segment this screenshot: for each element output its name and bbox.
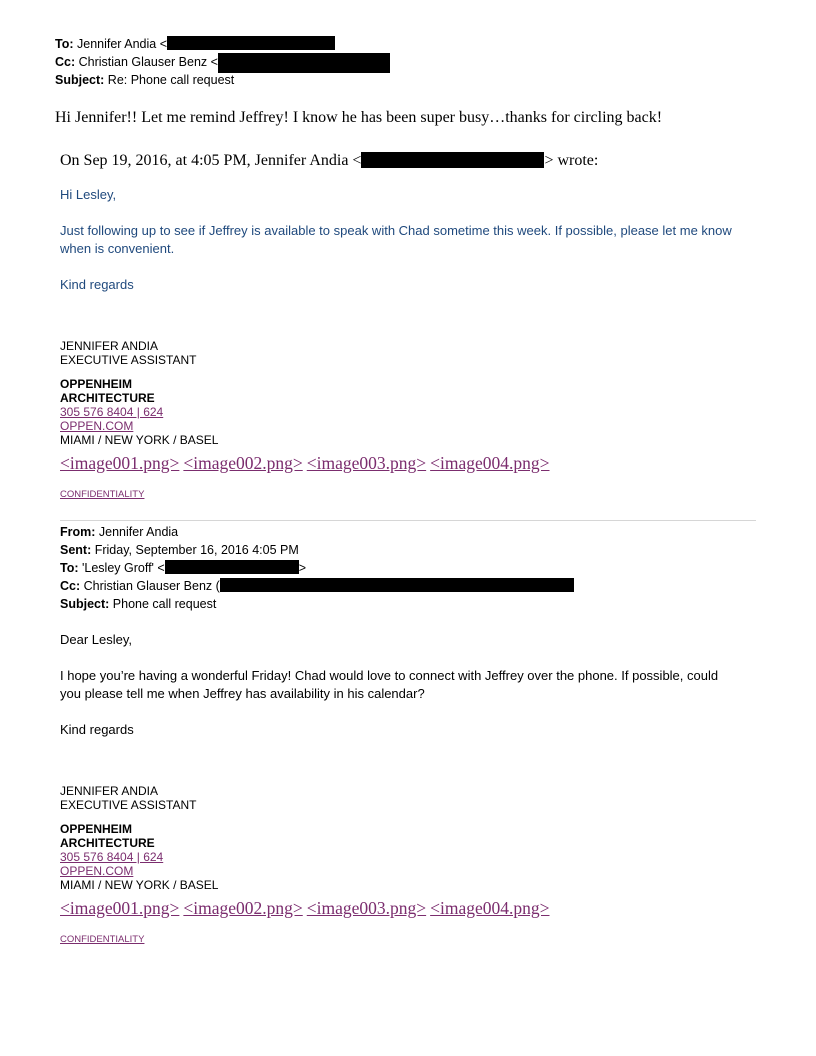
image-link[interactable]: <image001.png>: [60, 453, 180, 473]
subject-label: Subject:: [55, 73, 105, 87]
signature-title: EXECUTIVE ASSISTANT: [60, 353, 197, 367]
reply-cc-line: [55, 53, 390, 73]
subject-value: Re: Phone call request: [107, 73, 235, 87]
quote-prefix: On Sep 19, 2016, at 4:05 PM, Jennifer Andia <: [60, 152, 362, 169]
image-link[interactable]: <image003.png>: [306, 453, 427, 473]
message-divider: [60, 520, 756, 521]
message2-body-line1: I hope you’re having a wonderful Friday! Chad would love to connect with Jeffrey over the phone. If possible, could: [60, 668, 719, 683]
quote-attribution: [60, 151, 598, 171]
original-sent-line: [60, 541, 299, 559]
reply-body: Hi Jennifer!! Let me remind Jeffrey! I know he has been super busy…thanks for circling back!: [55, 109, 663, 126]
signature-company-line1: OPPENHEIM: [60, 822, 133, 836]
original-subject-line: [60, 595, 216, 613]
image-link[interactable]: <image003.png>: [306, 898, 427, 918]
image-attachments: [60, 453, 554, 473]
reply-to-line: [55, 35, 335, 53]
image-link[interactable]: <image001.png>: [60, 898, 180, 918]
signature-website-link[interactable]: OPPEN.COM: [60, 419, 134, 433]
redaction-bar: [218, 53, 390, 73]
to-value: 'Lesley Groff' <: [82, 561, 165, 575]
signature-website-link[interactable]: OPPEN.COM: [60, 864, 134, 878]
signature-phone-link[interactable]: 305 576 8404 | 624: [60, 850, 164, 864]
quote-suffix: > wrote:: [544, 152, 599, 169]
subject-value: Phone call request: [112, 597, 217, 611]
message1-body-line1: Just following up to see if Jeffrey is available to speak with Chad sometime this week. If possible, please let me know: [60, 223, 732, 238]
image-link[interactable]: <image004.png>: [430, 453, 550, 473]
cc-label: Cc:: [55, 55, 76, 69]
image-link[interactable]: <image002.png>: [183, 898, 303, 918]
sent-value: Friday, September 16, 2016 4:05 PM: [94, 543, 299, 557]
image-link[interactable]: <image004.png>: [430, 898, 550, 918]
message1-greeting: Hi Lesley,: [60, 187, 117, 202]
signature-name: JENNIFER ANDIA: [60, 784, 159, 798]
redaction-bar: [220, 578, 574, 592]
redaction-bar: [167, 36, 335, 50]
to-value: Jennifer Andia <: [77, 37, 167, 51]
signature-name: JENNIFER ANDIA: [60, 339, 159, 353]
cc-value: Christian Glauser Benz <: [78, 55, 218, 69]
signature-phone-link[interactable]: 305 576 8404 | 624: [60, 405, 164, 419]
original-to-line: [60, 559, 306, 577]
confidentiality-link[interactable]: CONFIDENTIALITY: [60, 934, 145, 945]
message2-greeting: Dear Lesley,: [60, 632, 133, 647]
signature-block: [60, 784, 218, 892]
signature-company-line2: ARCHITECTURE: [60, 391, 155, 405]
redaction-bar: [165, 560, 299, 574]
signature-title: EXECUTIVE ASSISTANT: [60, 798, 197, 812]
cc-label: Cc:: [60, 579, 81, 593]
from-value: Jennifer Andia: [98, 525, 179, 539]
original-cc-line: [60, 577, 574, 595]
reply-subject-line: [55, 71, 234, 89]
to-label: To:: [55, 37, 74, 51]
message2-body-line2: you please tell me when Jeffrey has availability in his calendar?: [60, 686, 425, 701]
to-suffix: >: [298, 561, 307, 575]
to-label: To:: [60, 561, 79, 575]
redaction-bar: [361, 152, 544, 168]
from-label: From:: [60, 525, 96, 539]
subject-label: Subject:: [60, 597, 110, 611]
message1-closing: Kind regards: [60, 277, 134, 292]
signature-block: [60, 339, 218, 447]
original-from-line: [60, 523, 178, 541]
sent-label: Sent:: [60, 543, 92, 557]
image-attachments: [60, 898, 554, 918]
message2-closing: Kind regards: [60, 722, 134, 737]
signature-locations: MIAMI / NEW YORK / BASEL: [60, 878, 219, 892]
confidentiality-link[interactable]: CONFIDENTIALITY: [60, 489, 145, 500]
signature-locations: MIAMI / NEW YORK / BASEL: [60, 433, 219, 447]
signature-company-line1: OPPENHEIM: [60, 377, 133, 391]
signature-company-line2: ARCHITECTURE: [60, 836, 155, 850]
message1-body-line2: when is convenient.: [60, 241, 175, 256]
image-link[interactable]: <image002.png>: [183, 453, 303, 473]
cc-value: Christian Glauser Benz (: [83, 579, 220, 593]
